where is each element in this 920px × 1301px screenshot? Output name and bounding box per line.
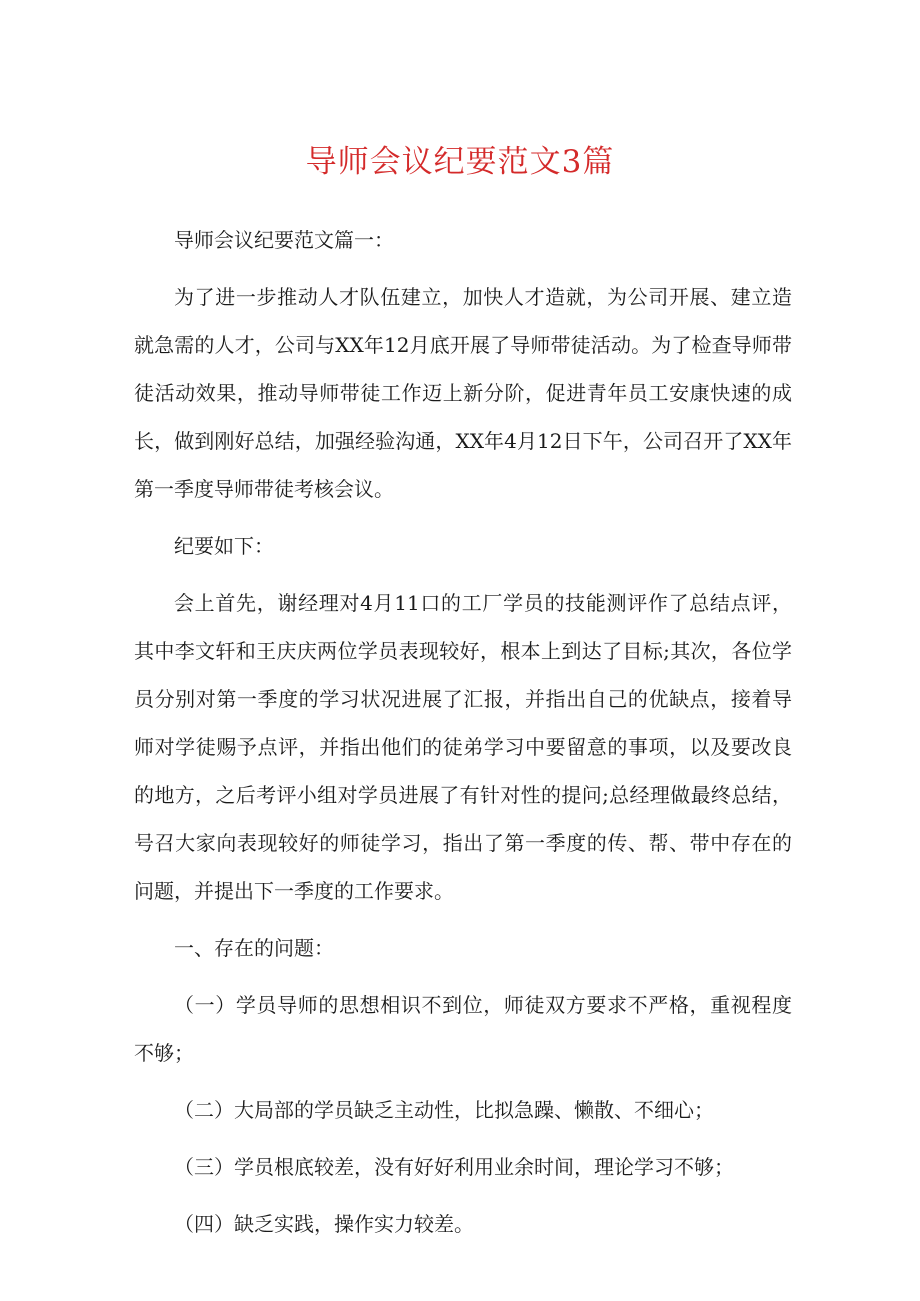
paragraph-background: 为了进一步推动人才队伍建立，加快人才造就，为公司开展、建立造就急需的人才，公司与XX年12月底开展了导师带徒活动。为了检查导师带徒活动效果，推动导师带徒工作迈上新分阶，促进青年员工安康快速的成长，做到刚好总结，加强经验沟通，XX年4月12日下午，公司召开了XX年第一季度导师带徒考核会议。 (134, 285, 792, 501)
paragraph-meeting-content: 会上首先，谢经理对4月11口的工厂学员的技能测评作了总结点评，其中李文轩和王庆庆两位学员表现较好，根本上到达了目标;其次，各位学员分别对第一季度的学习状况进展了汇报，并指出自己的优缺点，接着导师对学徒赐予点评，并指出他们的徒弟学习中要留意的事项，以及要改良的地方，之后考评小组对学员进展了有针对性的提问;总经理做最终总结，号召大家向表现较好的师徒学习，指出了第一季度的传、帮、带中存在的问题，并提出下一季度的工作要求。 (134, 591, 792, 903)
issue-item-4: （四）缺乏实践，操作实力较差。 (174, 1212, 474, 1236)
section-heading: 导师会议纪要范文篇一： (174, 228, 394, 252)
issue-item-2: （二）大局部的学员缺乏主动性，比拟急躁、懒散、不细心； (174, 1098, 714, 1122)
issues-heading: 一、存在的问题： (174, 936, 334, 960)
issue-item-3: （三）学员根底较差，没有好好利用业余时间，理论学习不够； (174, 1155, 734, 1179)
minutes-intro: 纪要如下： (174, 534, 274, 558)
document-title: 导师会议纪要范文3篇 (305, 144, 615, 180)
issue-item-1: （一）学员导师的思想相识不到位，师徒双方要求不严格，重视程度不够； (134, 993, 792, 1065)
document-body (134, 216, 792, 1248)
